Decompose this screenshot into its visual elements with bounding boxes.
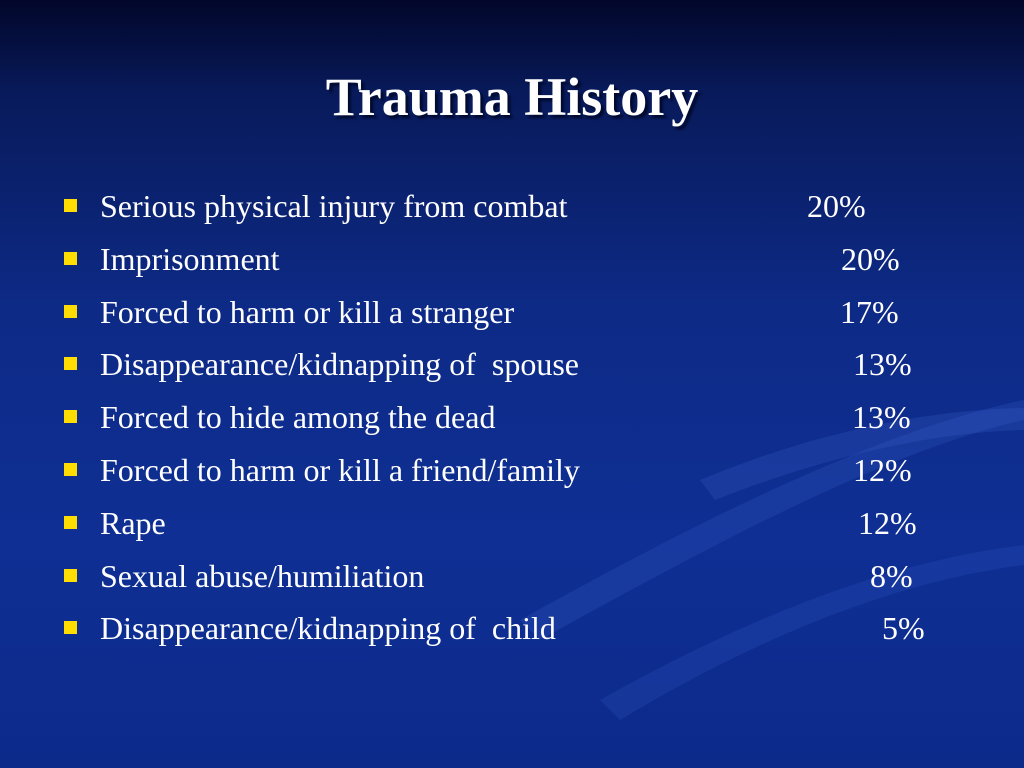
item-label: Rape	[100, 504, 166, 541]
item-label: Disappearance/kidnapping of child	[100, 610, 556, 647]
item-label: Serious physical injury from combat	[100, 188, 568, 224]
item-percentage: 20%	[841, 240, 900, 277]
item-label: Forced to harm or kill a stranger	[100, 293, 515, 330]
item-label: Forced to hide among the dead	[100, 399, 496, 436]
item-label: Disappearance/kidnapping of spouse	[100, 346, 579, 383]
item-percentage: 8%	[870, 557, 913, 594]
square-bullet-icon	[64, 305, 77, 318]
list-item	[62, 448, 962, 501]
item-label: Sexual abuse/humiliation	[100, 557, 425, 594]
item-percentage: 17%	[840, 293, 899, 330]
item-percentage: 13%	[853, 346, 912, 383]
list-item	[62, 554, 962, 607]
square-bullet-icon	[64, 199, 77, 212]
trauma-list	[62, 184, 962, 659]
list-item	[62, 501, 962, 554]
square-bullet-icon	[64, 516, 77, 529]
list-item	[62, 237, 962, 290]
list-item	[62, 184, 962, 237]
item-percentage: 12%	[858, 504, 917, 541]
list-item	[62, 342, 962, 395]
slide-title: Trauma History	[325, 67, 699, 127]
list-item	[62, 606, 962, 659]
item-percentage: 20%	[807, 188, 866, 224]
list-item	[62, 290, 962, 343]
item-percentage: 12%	[853, 451, 912, 488]
square-bullet-icon	[64, 463, 77, 476]
item-percentage: 13%	[852, 399, 911, 436]
item-percentage: 5%	[882, 610, 925, 647]
square-bullet-icon	[64, 357, 77, 370]
square-bullet-icon	[64, 569, 77, 582]
item-label: Imprisonment	[100, 240, 280, 277]
list-item	[62, 395, 962, 448]
square-bullet-icon	[64, 252, 77, 265]
item-label: Forced to harm or kill a friend/family	[100, 451, 580, 488]
square-bullet-icon	[64, 621, 77, 634]
square-bullet-icon	[64, 410, 77, 423]
